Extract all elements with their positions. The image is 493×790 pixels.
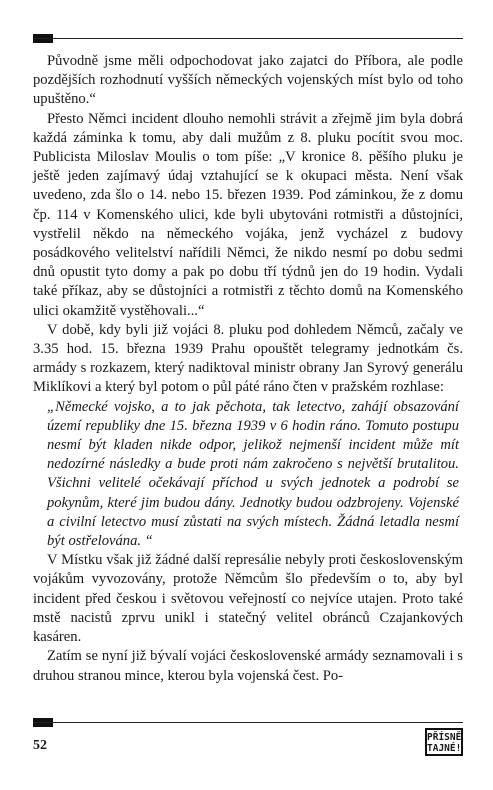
stamp-line-2: TAJNÉ! [427, 743, 462, 754]
stamp-line-1: PŘÍSNĚ [427, 732, 462, 743]
bottom-rule [33, 722, 463, 723]
paragraph-6: Zatím se nyní již bývalí vojáci československé armády seznamovali i s druhou stranou mince, kterou byla vojenská čest. Po- [33, 648, 463, 684]
quoted-order: „Německé vojsko, a to jak pěchota, tak letectvo, zahájí obsazování území republiky dne 15. března 1939 v 6 hodin ráno. Tomuto postupu nesmí být kladen nikde odpor, jelikož nejmenší incident může mít nedozírné následky a bude proti nám zakročeno s největší brutalitou. Všichni velitelé očekávají příchod u svých jednotek a podrobí se pokynům, které jim budou dány. Jednotky budou odzbrojeny. Vojenské a civilní letectvo musí zůstati na svých místech. Žádná letadla nesmí být ostřelována. “ [47, 398, 459, 550]
paragraph-5: V Místku však již žádné další represálie nebyly proti československým vojákům vyvozovány, protože Němcům šlo především o to, aby byl incident před českou i světovou veřejností co nejvíce utajen. Proto také mstě nacistů zprvu unikl i statečný velitel obránců Czajankových kasáren. [33, 552, 463, 646]
paragraph-3: V době, kdy byli již vojáci 8. pluku pod dohledem Němců, začaly ve 3.35 hod. 15. března 1939 Prahu opouštět telegramy jednotkám čs. armády s rozkazem, který nadiktoval ministr obrany Jan Syrový generálu Miklíkovi a který byl potom o půl páté ráno čten v pražském rozhlase: [33, 321, 463, 396]
paragraph-2: Přesto Němci incident dlouho nemohli strávit a zřejmě jim byla dobrá každá záminka k tomu, aby dali mužům z 8. pluku pocítit svou moc. Publicista Miloslav Moulis o tom píše: „V kronice 8. pěšího pluku je ještě jeden zajímavý údaj vztahující se k okupaci města. Není však uvedeno, zda šlo o 14. nebo 15. březen 1939. Pod záminkou, že z domu čp. 114 v Komenského ulici, kde byli ubytováni rotmistři a důstojníci, vystřelil někdo na německého vojáka, jenž vycházel z budovy posádkového velitelství nařídili Němci, že nikdo nesmí po dobu sedmi dnů opustit tyto domy a pak po dobu tří týdnů jen do 19 hodin. Vydali také příkaz, aby se důstojníci a rotmistři z těchto domů na Komenského ulici okamžitě vystěhovali...“ [33, 110, 463, 319]
top-rule [33, 38, 463, 39]
page-number: 52 [33, 738, 47, 753]
paragraph-1: Původně jsme měli odpochodovat jako zajatci do Příbora, ale podle pozdějších rozhodnutí vyšších německých vojenských míst bylo od toho upuštěno.“ [33, 53, 463, 108]
body-text [33, 52, 463, 686]
top-secret-stamp [425, 728, 463, 756]
